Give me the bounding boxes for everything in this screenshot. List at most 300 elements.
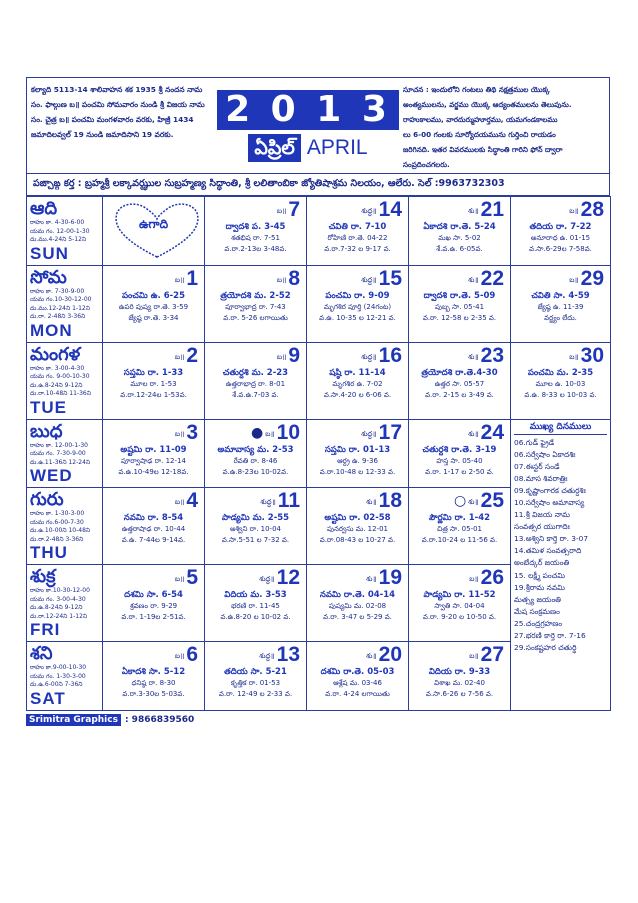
date-cell-top xyxy=(511,266,610,290)
month-english: APRIL xyxy=(306,135,368,159)
calendar-header xyxy=(26,77,610,174)
varjyam-text: వర్జ్యం లేదు. xyxy=(544,313,577,322)
nakshatra-text: శ్రవణం రా. 9-29 xyxy=(129,602,178,610)
paksha-label: బ॥ xyxy=(174,275,185,284)
day-name-telugu: శుక్ర xyxy=(30,566,56,587)
day-timing: రాహు కా. 1-30-3-00 xyxy=(30,510,85,517)
varjyam-text: వ.ఉ.8-20 ల 10-02 వ. xyxy=(220,613,291,621)
paksha-label: శుద్ధ॥ xyxy=(260,498,276,506)
varjyam-text: వ.రా. 1-17 ల 2-50 వ. xyxy=(425,467,494,476)
nakshatra-text: రేవతి రా. 8-46 xyxy=(233,456,278,465)
date-cell-top xyxy=(409,420,510,444)
right-note-line: అంత్యములను, వర్జము యొక్క ఆద్యంతములను తెలుపును. xyxy=(403,100,572,109)
tithi-text: తదియ సా. 5-21 xyxy=(224,667,287,677)
date-cell xyxy=(409,197,511,266)
date-cell-top xyxy=(103,420,204,444)
day-name-cell xyxy=(27,265,103,342)
paksha-label: బ॥ xyxy=(174,498,185,506)
date-cell xyxy=(409,265,511,342)
tithi-text: త్రయోదశి రా.తె.4-30 xyxy=(421,367,498,378)
nakshatra-text: పుష్యమి మ. 02-08 xyxy=(328,602,387,610)
varjyam-text: వ.రా.12-24ల 1-53వ. xyxy=(120,390,187,399)
day-name-cell xyxy=(27,342,103,419)
month-telugu: ఏప్రిల్ xyxy=(248,134,301,162)
header-left-notes xyxy=(27,78,217,173)
festival-item: 11.శ్రీ విజయ నామ xyxy=(514,510,570,520)
date-cell-top xyxy=(409,197,510,221)
nakshatra-text: విశాఖ మ. 02-40 xyxy=(434,679,485,687)
festival-item: 27.భరణి కార్తె రా. 7-16 xyxy=(514,631,586,640)
festival-item: 29.సంకష్టహర చతుర్థి xyxy=(514,643,577,653)
nakshatra-text: శతభిష రా. 7-51 xyxy=(231,234,280,242)
tithi-text: పాడ్యమి మ. 2-55 xyxy=(221,513,290,523)
tithi-text: అమావాస్య మ. 2-53 xyxy=(217,444,294,455)
festival-item: 14.తమిళ సంవత్సరాది xyxy=(514,546,582,556)
date-cell xyxy=(205,642,307,711)
moon-phase-icon: ○ xyxy=(453,493,467,509)
date-cell xyxy=(103,565,205,642)
paksha-label: బ॥ xyxy=(469,652,479,660)
tithi-text: ద్వాదశి రా.తె. 5-09 xyxy=(423,290,496,301)
paksha-label: శు॥ xyxy=(366,652,377,660)
day-timing: దు.రా.2-48ని 3-36ని xyxy=(30,535,84,543)
day-name-english: FRI xyxy=(30,620,61,639)
date-cell-top xyxy=(307,197,408,221)
nakshatra-text: మూల రా. 1-53 xyxy=(130,379,177,388)
varjyam-text: వ.రా.3-30ల 5-03వ. xyxy=(122,690,185,698)
paksha-label: శుద్ధ॥ xyxy=(259,652,275,660)
date-number: 13 xyxy=(276,643,300,666)
paksha-label: శు॥ xyxy=(468,429,479,438)
ugadi-cell xyxy=(103,197,205,266)
paksha-label: శు॥ xyxy=(366,498,377,506)
date-cell xyxy=(205,342,307,419)
date-cell xyxy=(103,265,205,342)
right-note-line: సంప్రదించగలరు. xyxy=(403,160,450,169)
day-timing: రాహు కా.9-00-10-30 xyxy=(30,664,87,671)
day-timing: దు.ఉ.11-36ని 12-24ని xyxy=(30,458,91,466)
date-number: 9 xyxy=(288,343,300,367)
paksha-label: బ॥ xyxy=(469,575,479,583)
day-name-english: SAT xyxy=(30,688,66,708)
nakshatra-text: మూల ఉ. 10-03 xyxy=(535,379,586,388)
nakshatra-text: ఉత్తరాభాద్ర రా. 8-01 xyxy=(225,379,286,388)
festival-item: సంవత్సర యుగాదిః xyxy=(514,522,570,532)
paksha-label: శుద్ధ॥ xyxy=(361,207,377,215)
left-note-line: సం. చైత్ర బ॥ పంచమి మంగళవారం వరకు, హిజ్రీ 1434 xyxy=(31,115,194,124)
festivals-panel xyxy=(511,419,611,710)
nakshatra-text: ఉత్తరాషాఢ రా. 10-44 xyxy=(121,525,186,533)
left-note-line: కల్యాది 5113-14 శాలివాహన శక 1935 శ్రీ నందన నామ xyxy=(31,85,203,94)
day-name-english: MON xyxy=(30,320,73,340)
paksha-label: బ॥ xyxy=(174,429,185,438)
tithi-text: పంచమి ఉ. 6-25 xyxy=(121,290,185,301)
date-cell xyxy=(511,197,611,266)
day-name-telugu: సోమ xyxy=(30,266,67,288)
date-number: 7 xyxy=(288,198,300,221)
date-number: 30 xyxy=(580,343,604,367)
paksha-label: బ॥ xyxy=(569,352,579,361)
nakshatra-text: స్వాతి సా. 04-04 xyxy=(434,602,485,610)
festival-item: 10.సర్వేషాం అమావాస్య xyxy=(514,497,585,507)
paksha-label: శుద్ధ॥ xyxy=(361,275,377,284)
tithi-text: అష్టమి రా. 11-09 xyxy=(120,444,187,455)
day-timing: రాహు కా. 4-30-6-00 xyxy=(30,219,85,226)
date-cell-top xyxy=(409,266,510,290)
date-number: 15 xyxy=(378,266,402,290)
varjyam-text: వ.రా. 4-24 లగాయితు xyxy=(325,690,390,698)
day-timing: యమ గం. 3-00-4-30 xyxy=(30,595,86,603)
header-title-block xyxy=(217,78,399,173)
varjyam-text: వ.రా.08-43 ల 10-27 వ. xyxy=(319,536,396,544)
left-note-line: సం. ఫాల్గుణ బ॥ పంచమి సోమవారం నుండి శ్రీ విజయ నామ xyxy=(31,100,205,109)
date-cell-top xyxy=(205,642,306,666)
festival-item: 07.ఈస్టర్ సండే xyxy=(514,461,560,471)
date-cell-top xyxy=(307,343,408,367)
date-number: 24 xyxy=(480,420,504,444)
date-number: 22 xyxy=(480,266,504,290)
phone-number: : 9866839560 xyxy=(124,714,195,725)
festival-item: అంబేద్కర్ జయంతి xyxy=(514,558,570,568)
right-note-line: లు 6-00 గంలకు సూర్యోదయమును గుర్తించి రాయడం xyxy=(403,130,556,139)
nakshatra-text: అశ్విని రా. 10-04 xyxy=(229,525,281,533)
date-cell xyxy=(307,642,409,711)
nakshatra-text: పునర్వసు మ. 12-01 xyxy=(326,525,388,533)
day-name-cell xyxy=(27,488,103,565)
day-timing: యమ గం. 9-00-10-30 xyxy=(30,373,90,380)
date-number: 5 xyxy=(186,566,198,589)
date-number: 2 xyxy=(186,343,198,367)
nakshatra-text: ఆశ్లేష మ. 03-46 xyxy=(333,679,382,687)
brand-label: Srimitra Graphics xyxy=(26,714,121,726)
day-timing: దు.ఉ.10-00ని 10-48ని xyxy=(30,527,91,534)
festival-item: మత్స్య జయంతి xyxy=(514,594,561,604)
nakshatra-text: అనూరాధ ఉ. 01-15 xyxy=(530,234,591,242)
day-timing: దు.రా.10-48ని 11-36ని xyxy=(30,390,91,397)
date-cell xyxy=(307,565,409,642)
date-cell xyxy=(205,197,307,266)
tithi-text: దశమి రా.తె. 05-03 xyxy=(320,667,395,677)
date-cell xyxy=(307,197,409,266)
day-timing: యమ గం. 1-30-3-00 xyxy=(30,672,86,680)
date-cell xyxy=(307,342,409,419)
varjyam-text: శే.వ.ఉ. 6-05వ. xyxy=(436,245,483,253)
moon-phase-icon: ● xyxy=(250,424,264,441)
date-cell-top xyxy=(511,197,610,221)
varjyam-text: వ.రా. 2-15 ల 3-49 వ. xyxy=(425,390,494,399)
varjyam-text: వ.రా. 1-19ల 2-51వ. xyxy=(121,613,186,621)
week-row xyxy=(27,197,611,266)
day-name-cell xyxy=(27,642,103,711)
nakshatra-text: ఉత్తర సా. 05-57 xyxy=(434,379,485,388)
date-cell xyxy=(511,265,611,342)
date-number: 25 xyxy=(480,489,504,512)
date-cell-top xyxy=(103,488,204,512)
tithi-text: అష్టమి రా. 02-58 xyxy=(324,513,391,523)
nakshatra-text: మృగశిర ఉ. 7-02 xyxy=(332,379,383,388)
day-timing: రాహు కా.10-30-12-00 xyxy=(30,587,90,594)
year-title: 2 0 1 3 xyxy=(217,90,399,130)
date-cell xyxy=(205,565,307,642)
varjyam-text: శే.వ.ఉ.7-03 వ. xyxy=(232,390,279,399)
paksha-label: శుద్ధ॥ xyxy=(259,575,275,583)
date-number: 18 xyxy=(378,489,402,512)
tithi-text: చవితి సా. 4-59 xyxy=(531,290,590,301)
tithi-text: పంచమి రా. 9-09 xyxy=(325,290,390,301)
nakshatra-text: ఆర్ద్ర ఉ. 9-36 xyxy=(337,456,378,465)
tithi-text: సప్తమి రా. 1-33 xyxy=(123,367,184,378)
date-cell xyxy=(409,642,511,711)
tithi-text: చతుర్దశి మ. 2-23 xyxy=(222,367,289,378)
nakshatra-text: కృత్తిక రా. 01-53 xyxy=(230,679,281,687)
right-note-line: రాహుకాలము, వారదుర్ముహూర్తము, యమగండకాలము xyxy=(403,115,558,124)
nakshatra-text: హస్త సా. 05-40 xyxy=(436,456,483,465)
varjyam-text: వ.సా.4-20 ల 6-06 వ. xyxy=(323,390,392,399)
date-number: 16 xyxy=(378,343,402,367)
date-number: 3 xyxy=(186,420,198,444)
varjyam-text: వ.రా.7-32 ల 9-17 వ. xyxy=(324,245,391,253)
varjyam-text: వ.రా.10-24 ల 11-56 వ. xyxy=(421,536,498,544)
tithi-text: ద్వాదశి ప. 3-45 xyxy=(225,222,286,232)
date-number: 28 xyxy=(580,198,604,221)
right-note-line: జరిగినది. ఇతర వివరములకు సిద్ధాంతి గారిని ఫోన్ ద్వారా xyxy=(403,145,563,154)
varjyam-text: వ.ఉ. 8-33 ల 10-03 వ. xyxy=(524,390,597,399)
date-cell xyxy=(511,342,611,419)
date-cell-top xyxy=(409,565,510,589)
nakshatra-text: ధనిష్ఠ రా. 8-30 xyxy=(131,679,176,687)
date-cell-top xyxy=(205,197,306,221)
date-cell xyxy=(103,488,205,565)
heart-frame-icon xyxy=(111,201,203,259)
paksha-label: బ॥ xyxy=(569,207,579,215)
day-name-telugu: గురు xyxy=(30,489,64,510)
tithi-text: సప్తమి రా. 01-13 xyxy=(324,444,391,455)
day-name-telugu: శని xyxy=(30,643,53,664)
day-name-english: SUN xyxy=(30,243,69,263)
paksha-label: బ॥ xyxy=(569,275,579,284)
paksha-label: బ॥ xyxy=(174,575,185,583)
day-timing: యమ గం. 7-30-9-00 xyxy=(30,450,86,457)
date-cell-top xyxy=(103,266,204,290)
festival-item: 19.శ్రీరామ నవమి xyxy=(514,582,565,592)
date-cell xyxy=(103,419,205,488)
festival-item: 25.చంద్రగ్రహణం xyxy=(514,618,563,628)
date-cell-top xyxy=(205,266,306,290)
tithi-text: తదియ రా. 7-22 xyxy=(529,222,592,232)
day-name-cell xyxy=(27,419,103,488)
date-number: 10 xyxy=(276,420,300,444)
date-number: 8 xyxy=(288,266,300,290)
nakshatra-text: భరణి రా. 11-45 xyxy=(231,602,280,610)
date-cell-top xyxy=(307,420,408,444)
ugadi-label: ఉగాది xyxy=(138,217,169,231)
date-cell-top xyxy=(307,642,408,666)
tithi-text: చతుర్దశి రా.తె. 3-19 xyxy=(422,444,497,455)
tithi-text: విదియ మ. 3-53 xyxy=(224,590,287,600)
week-row xyxy=(27,419,611,488)
nakshatra-text: చిత్ర సా. 05-01 xyxy=(436,525,483,533)
festival-item: 15. లక్ష్మీ పంచమి xyxy=(514,570,566,580)
day-name-english: WED xyxy=(30,466,73,485)
day-timing: దు.ము.4-24ని 5-12ని xyxy=(30,236,87,243)
header-right-notes xyxy=(399,78,609,173)
paksha-label: బ॥ xyxy=(276,352,287,361)
date-number: 23 xyxy=(480,343,504,367)
date-number: 1 xyxy=(186,266,198,290)
paksha-label: శు॥ xyxy=(468,207,479,215)
tithi-text: పంచమి మ. 2-35 xyxy=(527,367,594,378)
tithi-text: త్రయోదశి మ. 2-52 xyxy=(220,290,291,301)
date-cell xyxy=(307,488,409,565)
date-cell xyxy=(409,488,511,565)
paksha-label: బ॥ xyxy=(276,275,287,284)
varjyam-text: వ.రా. 3-47 ల 5-29 వ. xyxy=(323,613,392,621)
nakshatra-text: పుబ్బ సా. 05-41 xyxy=(434,302,485,311)
nakshatra-text: మఖ సా. 5-02 xyxy=(438,234,481,242)
date-number: 26 xyxy=(480,566,504,589)
date-cell xyxy=(205,488,307,565)
date-cell-top xyxy=(307,266,408,290)
nakshatra-text: రోహిణి రా.తె. 04-22 xyxy=(327,234,388,242)
tithi-text: దశమి సా. 6-54 xyxy=(124,590,183,600)
calendar-grid xyxy=(26,196,611,711)
date-cell-top xyxy=(103,343,204,367)
varjyam-text: వ.ఉ.8-23ల 10-02వ. xyxy=(222,467,289,476)
varjyam-text: వ.సా.6-26 ల 7-56 వ. xyxy=(425,690,494,698)
tithi-text: ఏకాదశి సా. 5-12 xyxy=(121,667,186,677)
paksha-label: శుద్ధ॥ xyxy=(361,429,377,438)
day-timing: రాహు కా. 12-00-1-30 xyxy=(30,441,89,449)
date-number: 4 xyxy=(186,489,198,512)
festival-item: 06.సర్వేషాం ఏకాదశిః xyxy=(514,449,576,459)
tithi-text: పాడ్యమి రా. 11-52 xyxy=(423,590,496,600)
left-note-line: జమాదిలవ్వల్ 19 నుండి జమాదిసాని 19 వరకు. xyxy=(31,130,174,139)
day-timing: దు.ఉ.6-00ని 7-36ని xyxy=(30,681,83,688)
paksha-label: బ॥ xyxy=(265,429,275,438)
date-cell-top xyxy=(205,488,306,512)
date-cell-top xyxy=(205,343,306,367)
date-cell-top xyxy=(205,420,306,444)
date-number: 12 xyxy=(276,566,300,589)
festival-item: మేష సంక్రమణం xyxy=(514,606,560,616)
tithi-text: పౌర్ణమి రా. 1-42 xyxy=(428,513,491,523)
day-timing: రాహు కా. 7-30-9-00 xyxy=(30,287,85,295)
day-timing: దు.ఉ.8-24ని 9-12ని xyxy=(30,381,83,389)
week-row xyxy=(27,342,611,419)
tithi-text: విదియ రా. 9-33 xyxy=(428,667,491,677)
nakshatra-text: పూర్వాషాఢ రా. 12-14 xyxy=(121,456,186,465)
day-name-telugu: ఆది xyxy=(30,198,58,219)
date-cell-top xyxy=(307,565,408,589)
festival-item: 08.మాస శివరాత్రిః xyxy=(514,473,568,483)
day-name-english: TUE xyxy=(30,397,67,417)
week-row xyxy=(27,265,611,342)
tithi-text: ఏకాదశి రా.తె. 5-24 xyxy=(423,222,496,232)
date-number: 17 xyxy=(378,420,402,444)
day-name-cell xyxy=(27,565,103,642)
date-cell xyxy=(307,419,409,488)
festival-item: 13.అశ్విని కార్తె రా. 3-07 xyxy=(514,534,589,544)
nakshatra-text: మృగశిర పూర్తి (24గంట) xyxy=(323,302,392,311)
varjyam-text: వ.ఉ. 7-44ల 9-14వ. xyxy=(121,536,186,544)
day-timing: యమ గం. 12-00-1-30 xyxy=(30,227,90,235)
paksha-label: శు॥ xyxy=(468,275,479,284)
day-name-english: THU xyxy=(30,543,68,562)
varjyam-text: వ.ఉ. 10-35 ల 12-21 వ. xyxy=(319,313,396,322)
day-name-telugu: మంగళ xyxy=(30,343,81,365)
date-number: 27 xyxy=(480,643,504,666)
varjyam-text: వ.రా.2-13ల 3-48వ. xyxy=(224,245,287,253)
day-timing: యమ గం.6-00-7-30 xyxy=(30,518,84,526)
date-number: 29 xyxy=(580,266,604,290)
date-cell xyxy=(409,342,511,419)
day-timing: దు.ము.12-24ని 1-12ని xyxy=(30,304,90,312)
day-timing: రాహు కా. 3-00-4-30 xyxy=(30,364,85,372)
paksha-label: శు॥ xyxy=(468,498,479,506)
day-timing: దు.ఉ.8-24ని 9-12ని xyxy=(30,604,83,611)
varjyam-text: వ.సా.6-29ల 7-58వ. xyxy=(529,245,592,253)
date-cell-top xyxy=(103,565,204,589)
varjyam-text: వ.రా. 12-58 ల 2-35 వ. xyxy=(422,313,497,322)
day-timing: యమ గం.10-30-12-00 xyxy=(30,296,92,303)
date-cell xyxy=(409,565,511,642)
paksha-label: బ॥ xyxy=(276,207,287,215)
day-timing: దు.రా.12-24ని 1-12ని xyxy=(30,612,88,620)
nakshatra-text: ఉపరి పుష్య రా.తె. 3-59 xyxy=(118,302,189,311)
date-cell xyxy=(307,265,409,342)
nakshatra-text: పూర్వాభాద్ర రా. 7-43 xyxy=(225,302,286,311)
date-cell xyxy=(205,265,307,342)
paksha-label: బ॥ xyxy=(174,352,185,361)
date-cell-top xyxy=(511,343,610,367)
tithi-text: నవమి రా.తె. 04-14 xyxy=(319,590,396,600)
calendar-page xyxy=(26,77,610,729)
paksha-label: బ॥ xyxy=(174,652,185,660)
day-name-cell xyxy=(27,197,103,266)
date-cell-top xyxy=(409,642,510,666)
date-cell xyxy=(103,642,205,711)
date-number: 20 xyxy=(378,643,402,666)
date-cell xyxy=(103,342,205,419)
tithi-text: షష్ఠి రా. 11-14 xyxy=(329,367,386,378)
footer xyxy=(26,711,610,729)
varjyam-text: వ.ఉ.10-49ల 12-18వ. xyxy=(118,467,189,476)
festival-item: 06.గుడ్ ఫ్రైడే xyxy=(514,437,555,447)
paksha-label: శుద్ధ॥ xyxy=(361,352,377,361)
right-note-line: సూచన : ఇందులోని గంటలు తిథి నక్షత్రముల యొక్క xyxy=(403,85,550,94)
date-cell-top xyxy=(103,642,204,666)
festivals-title: ముఖ్య దినములు xyxy=(514,422,607,435)
date-cell-top xyxy=(409,488,510,512)
tithi-text: నవమి రా. 8-54 xyxy=(123,513,184,523)
date-cell-top xyxy=(409,343,510,367)
month-title xyxy=(248,134,367,162)
date-cell xyxy=(409,419,511,488)
date-cell-top xyxy=(205,565,306,589)
day-timing: దు.రా. 2-48ని 3-36ని xyxy=(30,313,86,320)
date-number: 19 xyxy=(378,566,402,589)
nakshatra-text: జ్యేష్ఠ ఉ. 11-39 xyxy=(537,302,584,311)
tithi-text: చవితి రా. 7-10 xyxy=(328,222,387,232)
day-name-telugu: బుధ xyxy=(30,420,63,442)
date-cell xyxy=(205,419,307,488)
date-number: 21 xyxy=(480,198,504,221)
date-number: 14 xyxy=(378,198,402,221)
varjyam-text: జ్యేష్ఠ రా.తె. 3-34 xyxy=(128,313,179,322)
paksha-label: శు॥ xyxy=(366,575,377,583)
date-number: 11 xyxy=(277,489,300,512)
varjyam-text: వ.రా. 9-20 ల 10-50 వ. xyxy=(422,613,497,621)
